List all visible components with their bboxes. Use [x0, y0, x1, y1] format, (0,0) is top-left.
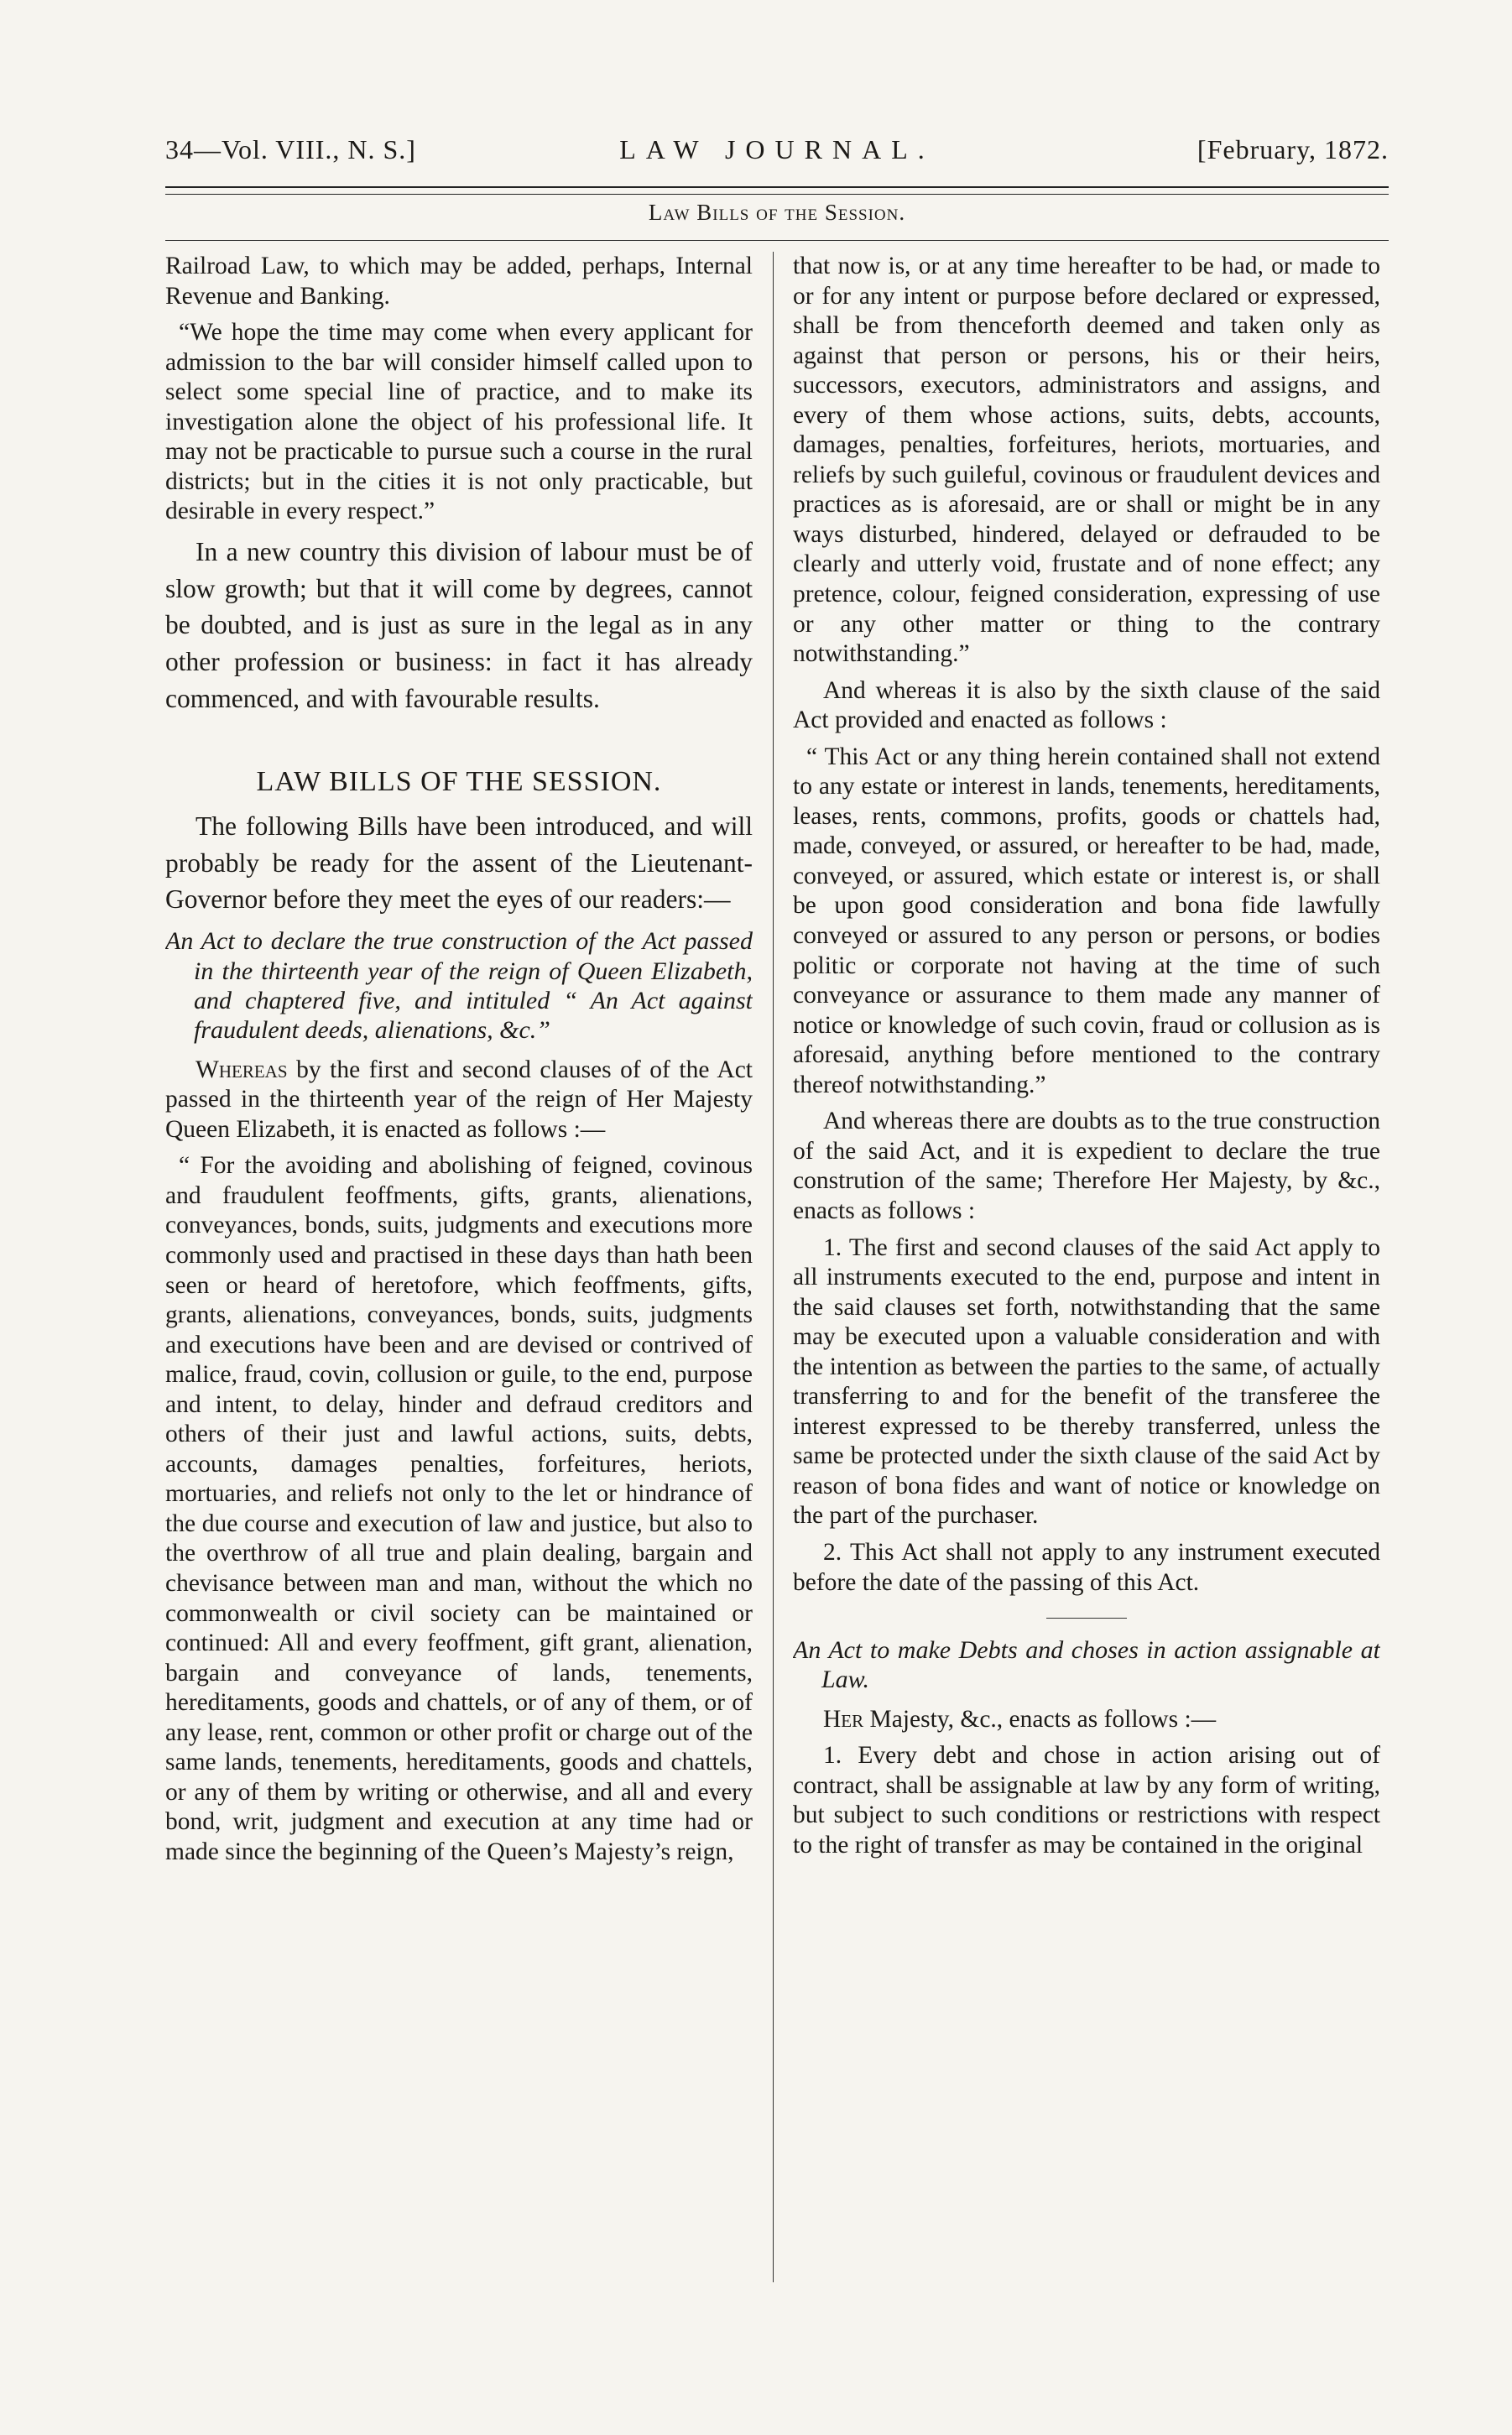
header-double-rule: [165, 186, 1389, 195]
quoted-paragraph: “We hope the time may come when every applicant for admission to the bar will consider himself called upon to select some special line of practice, and to make its investigation alone the object of his professional life. It may not be practicable to pursue such a course in the rural districts; but in the cities it is not only practicable, but desirable in every respect.”: [165, 319, 753, 525]
section-1: 1. The first and second clauses of the said Act apply to all instruments executed to the end, purpose and intent in the said clauses set forth, notwithstanding that the same may be executed upon a valuable consideration and with the intention as between the parties to the same, of actually transferring to and for the benefit of the transferee the interest expressed to be thereby transferred, unless the same be protected under the sixth clause of the said Act by reason of bona fides and want of notice or knowledge on the part of the purchaser.: [793, 1233, 1380, 1530]
doubts-paragraph: And whereas there are doubts as to the true construction of the said Act, and it is expedient to declare the true constrution of the same; Therefore Her Majesty, by &c., enacts as follows :: [793, 1108, 1380, 1224]
volume-page-number: 34—Vol. VIII., N. S.]: [165, 134, 416, 164]
journal-title: LAW JOURNAL.: [619, 134, 935, 164]
enactment-lead: Her: [823, 1705, 864, 1733]
sixth-clause-quote: “ This Act or any thing herein contained shall not extend to any estate or interest in lands, tenements, hereditaments, leases, rents, commons, profits, goods or chattels had, made, conveyed, or assured, or hereafter to be had, made, conveyed, or assured, which estate or interest is, or shall be upon good consideration and bona fide lawfully conveyed or assured to any person or persons, or bodies politic or corporate not having at the time of such conveyance or assurance to them made any manner of notice or knowledge of such covin, fraud or collusion as is aforesaid, anything before mentioned to the contrary thereof notwithstanding.”: [793, 743, 1380, 1098]
section-rule: [165, 240, 1389, 241]
paragraph-continuation: Railroad Law, to which may be added, perhaps, Internal Revenue and Banking.: [165, 253, 753, 310]
act-title-fraudulent-deeds: An Act to declare the true construction of the Act passed in the thirteenth year of the reign of Queen Elizabeth, and chaptered five, and intituled “ An Act against fraudulent deeds, alienations, &c.”: [165, 927, 753, 1045]
sixth-clause-intro: And whereas it is also by the sixth clause of the said Act provided and enacted as follows :: [793, 676, 1380, 734]
running-header: [165, 134, 1389, 180]
act-title-debts-choses: An Act to make Debts and choses in action assignable at Law.: [793, 1636, 1380, 1694]
column-divider: [773, 252, 774, 2282]
whereas-lead: Whereas: [196, 1056, 288, 1083]
statute-quote: “ For the avoiding and abolishing of feigned, covinous and fraudulent feoffments, gifts, grants, alienations, conveyances, bonds, suits, judgments and executions more commonly used and practised in these days than hath been seen or heard of heretofore, which feoffments, gifts, grants, alienations, conveyances, bonds, suits, judgments and executions have been and are devised or contrived of malice, fraud, covin, collusion or guile, to the end, purpose and intent, to delay, hinder and defraud creditors and others of their just and lawful actions, suits, debts, accounts, damages penalties, forfeitures, heriots, mortuaries, and reliefs not only to the let or hindrance of the due course and execution of law and justice, but also to the overthrow of all true and plain dealing, bargain and chevisance between man and man, without the which no commonwealth or civil society can be maintained or continued: All and every feoffment, gift grant, alienation, bargain and conveyance of lands, tenements, hereditaments, goods and chattels, or of any of them, or of any lease, rent, common or other profit or charge out of the same lands, tenements, hereditaments, goods and chattels, or any of them by writing or otherwise, and all and every bond, writ, judgment and execution at any time had or made since the beginning of the Queen’s Majesty’s reign,: [165, 1152, 753, 1865]
paragraph-labour: In a new country this division of labour must be of slow growth; but that it will come by degrees, cannot be doubted, and is just as sure in the legal as in any other profession or business: in fact it has already commenced, and with favourable results.: [165, 536, 753, 714]
section-running-title: Law Bills of the Session.: [648, 200, 906, 225]
issue-date: [February, 1872.: [1197, 134, 1389, 164]
statute-quote-continued: that now is, or at any time hereafter to be had, or made to or for any intent or purpose before declared or expressed, shall be from thenceforth deemed and taken only as against that person or persons, his or their heirs, successors, executors, administrators and assigns, and every of them whose actions, suits, debts, accounts, damages, penalties, forfeitures, heriots, mortuaries, and reliefs by such guileful, covinous or fraudulent devices and practices as is aforesaid, are or shall or might be in any ways disturbed, hindered, delayed or defrauded to be clearly and utterly void, frustate and of none effect; any pretence, colour, feigned consideration, expressing of use or any other matter or thing to the contrary notwithstanding.”: [793, 253, 1380, 668]
enactment-text: Majesty, &c., enacts as follows :—: [863, 1705, 1217, 1733]
whereas-text: by the first and second clauses of of the Act passed in the thirteenth year of the reign of Her Majesty Queen Elizabeth, it is enacted as follows :—: [165, 1056, 753, 1143]
right-column: [793, 252, 1380, 2349]
short-divider: [1046, 1618, 1127, 1619]
article-heading: LAW BILLS OF THE SESSION.: [256, 765, 662, 797]
intro-paragraph: The following Bills have been introduced, and will probably be ready for the assent of the Lieutenant-Governor before they meet the eyes of our readers:—: [165, 811, 753, 915]
whereas-paragraph: [165, 1056, 753, 1145]
section-2: 2. This Act shall not apply to any instrument executed before the date of the passing of this Act.: [793, 1538, 1380, 1596]
section-1-debts: 1. Every debt and chose in action arising out of contract, shall be assignable at law by any form of writing, but subject to such conditions or restrictions with respect to the right of transfer as may be contained in the original: [793, 1742, 1380, 1859]
left-column: [165, 252, 753, 2349]
enactment-formula: [793, 1705, 1380, 1735]
